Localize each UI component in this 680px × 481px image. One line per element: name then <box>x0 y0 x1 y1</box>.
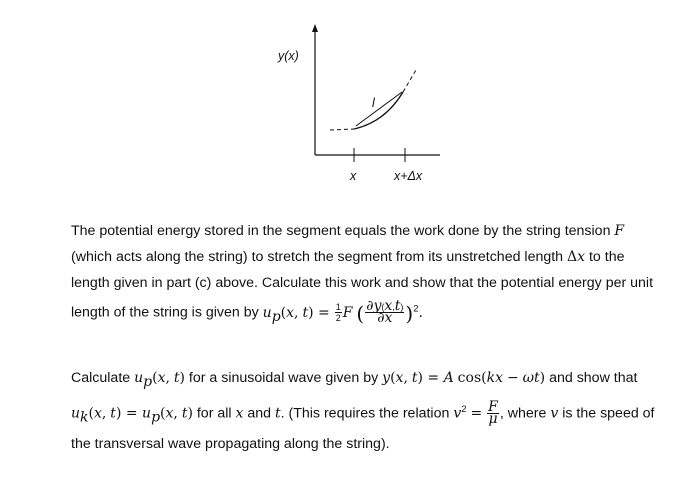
tick-x-dx-label: x+Δx <box>394 169 423 183</box>
paragraph-potential-energy: The potential energy stored in the segment equals the work done by the string tension F (which acts along the string) to stretch the segment from its unstretched length Δx to the length given in part (c) above. Calculate this work and show that the potential energy per unit length of the string is given by $u_p(x$, t) = $\frac{1}{2}$ F ( $\frac{\partial y(x,t)}{\partial x}$ )$^2$. <box>71 223 654 327</box>
tick-x-label: x <box>350 169 357 183</box>
string-dashed-left <box>330 129 354 130</box>
segment-label: l <box>372 96 375 110</box>
y-axis-arrowhead <box>312 24 318 32</box>
segment-chord <box>356 92 402 126</box>
string-segment-curve <box>354 92 403 129</box>
potential-energy-formula: $u_p(x$, t) = $\frac{1}{2}$ F ( $\frac{\partial y(x,t)}{\partial x}$ )$^2$. <box>262 298 423 327</box>
string-dashed-right <box>403 70 416 92</box>
string-segment-figure <box>0 0 680 200</box>
y-axis-label: y(x) <box>278 49 299 63</box>
paragraph-sinusoidal-wave: Calculate $u_p(x$, t) for a sinusoidal wave given by y(x, t) = A cos(kx − ωt) and show that $u_k(x$, $t) = u_p(x$, t) for all x and t. (This requires the relation $v^2$ = $\frac{F}{\mu}$ , where v is the speed of the transversal wave propagating along the string). <box>71 370 655 453</box>
